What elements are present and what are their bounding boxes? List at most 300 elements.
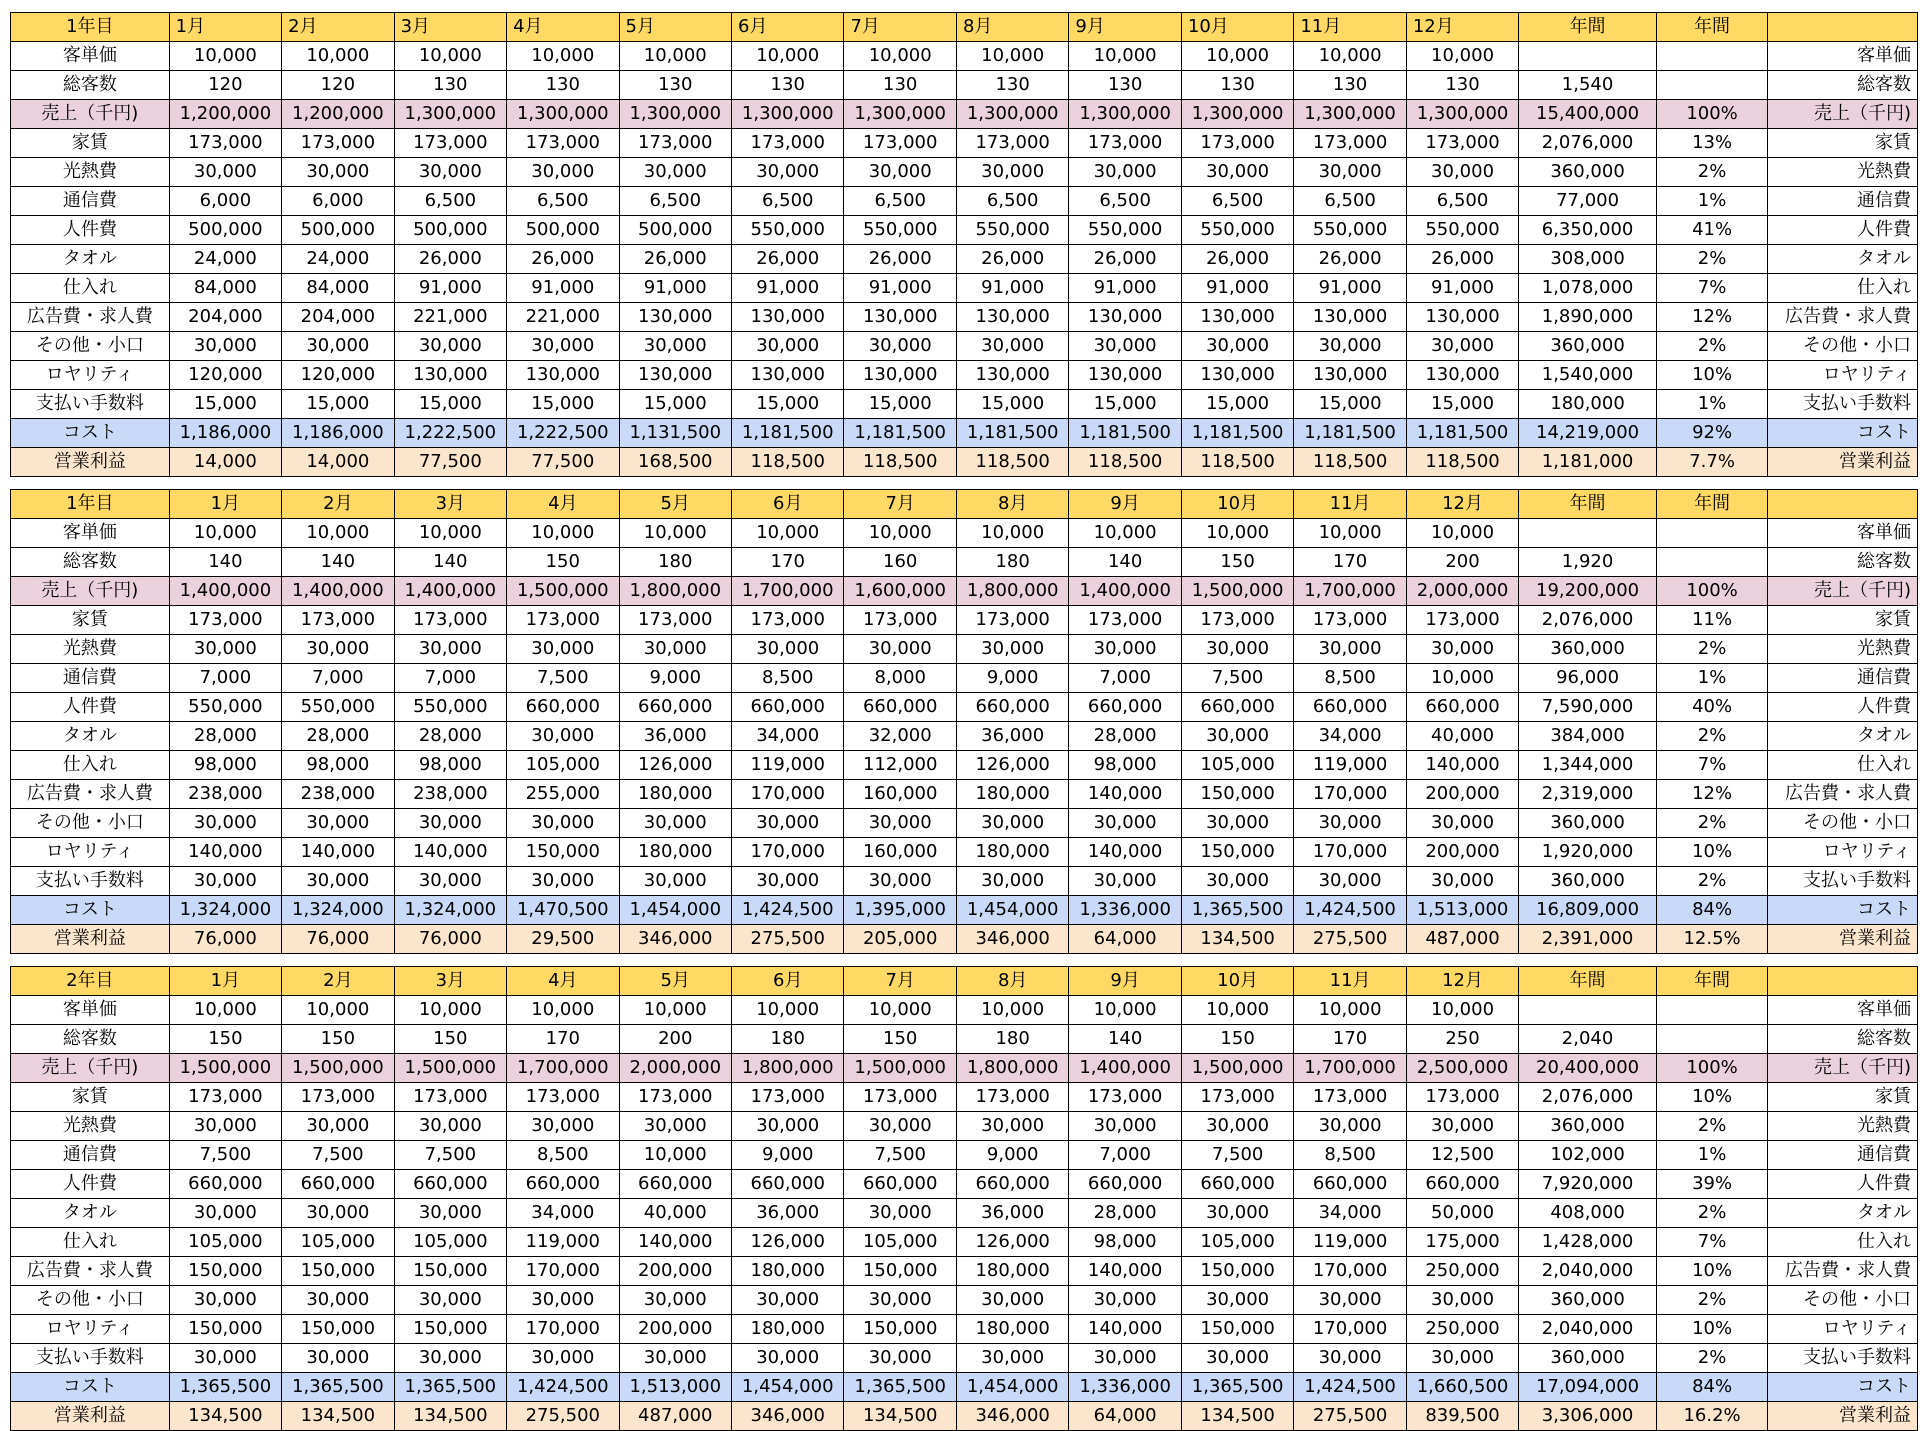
ratio-value-cell[interactable]: 2% [1656,722,1767,751]
month-header-cell[interactable]: 11月 [1294,490,1406,519]
month-value-cell[interactable]: 30,000 [282,332,394,361]
row-tail-label-cell[interactable]: タオル [1768,722,1918,751]
row-tail-label-cell[interactable]: コスト [1768,419,1918,448]
month-value-cell[interactable]: 1,365,500 [844,1373,956,1402]
month-value-cell[interactable]: 150,000 [169,1257,281,1286]
month-value-cell[interactable]: 30,000 [956,809,1068,838]
month-value-cell[interactable]: 660,000 [1406,693,1518,722]
ratio-value-cell[interactable]: 1% [1656,1141,1767,1170]
month-header-cell[interactable]: 6月 [732,13,844,42]
ratio-value-cell[interactable]: 10% [1656,1315,1767,1344]
month-value-cell[interactable]: 30,000 [732,1344,844,1373]
month-value-cell[interactable]: 1,324,000 [282,896,394,925]
month-value-cell[interactable]: 15,000 [1406,390,1518,419]
month-value-cell[interactable]: 26,000 [1294,245,1406,274]
month-value-cell[interactable]: 150 [1181,548,1293,577]
row-label-cell[interactable]: 総客数 [11,548,170,577]
month-value-cell[interactable]: 150 [844,1025,956,1054]
month-value-cell[interactable]: 15,000 [844,390,956,419]
month-value-cell[interactable]: 30,000 [282,1112,394,1141]
month-value-cell[interactable]: 30,000 [1406,332,1518,361]
month-value-cell[interactable]: 1,200,000 [282,100,394,129]
month-value-cell[interactable]: 15,000 [282,390,394,419]
ratio-value-cell[interactable]: 12.5% [1656,925,1767,954]
month-value-cell[interactable]: 1,222,500 [394,419,506,448]
month-value-cell[interactable]: 98,000 [169,751,281,780]
month-value-cell[interactable]: 105,000 [1181,751,1293,780]
month-value-cell[interactable]: 30,000 [169,1286,281,1315]
month-value-cell[interactable]: 180,000 [956,1315,1068,1344]
month-value-cell[interactable]: 1,700,000 [1294,577,1406,606]
month-value-cell[interactable]: 1,181,500 [1069,419,1181,448]
month-value-cell[interactable]: 30,000 [394,158,506,187]
annual-value-cell[interactable] [1519,42,1657,71]
month-value-cell[interactable]: 1,300,000 [956,100,1068,129]
month-value-cell[interactable]: 30,000 [507,1286,619,1315]
month-value-cell[interactable]: 6,500 [619,187,731,216]
month-value-cell[interactable]: 660,000 [619,693,731,722]
ratio-value-cell[interactable]: 2% [1656,809,1767,838]
month-value-cell[interactable]: 10,000 [394,519,506,548]
row-label-cell[interactable]: 支払い手数料 [11,867,170,896]
month-value-cell[interactable]: 6,500 [507,187,619,216]
month-value-cell[interactable]: 1,470,500 [507,896,619,925]
month-value-cell[interactable]: 10,000 [1406,664,1518,693]
month-value-cell[interactable]: 98,000 [1069,1228,1181,1257]
row-label-cell[interactable]: 仕入れ [11,751,170,780]
month-header-cell[interactable]: 7月 [844,967,956,996]
month-value-cell[interactable]: 30,000 [1294,809,1406,838]
month-value-cell[interactable]: 173,000 [1181,606,1293,635]
month-value-cell[interactable]: 1,186,000 [169,419,281,448]
month-value-cell[interactable]: 1,222,500 [507,419,619,448]
month-value-cell[interactable]: 168,500 [619,448,731,477]
row-tail-label-cell[interactable]: ロヤリティ [1768,838,1918,867]
month-value-cell[interactable]: 30,000 [732,158,844,187]
month-value-cell[interactable]: 1,300,000 [1294,100,1406,129]
ratio-value-cell[interactable]: 84% [1656,1373,1767,1402]
month-value-cell[interactable]: 30,000 [1294,635,1406,664]
month-value-cell[interactable]: 200 [1406,548,1518,577]
month-value-cell[interactable]: 105,000 [169,1228,281,1257]
month-value-cell[interactable]: 173,000 [619,1083,731,1112]
month-value-cell[interactable]: 500,000 [169,216,281,245]
month-value-cell[interactable]: 150 [169,1025,281,1054]
month-value-cell[interactable]: 1,800,000 [619,577,731,606]
month-value-cell[interactable]: 76,000 [169,925,281,954]
month-value-cell[interactable]: 76,000 [394,925,506,954]
month-value-cell[interactable]: 1,424,500 [507,1373,619,1402]
month-value-cell[interactable]: 150,000 [169,1315,281,1344]
month-value-cell[interactable]: 200,000 [619,1257,731,1286]
month-value-cell[interactable]: 1,300,000 [1406,100,1518,129]
month-value-cell[interactable]: 173,000 [507,129,619,158]
month-value-cell[interactable]: 10,000 [1069,996,1181,1025]
year-label-cell[interactable]: 2年目 [11,967,170,996]
month-value-cell[interactable]: 7,500 [169,1141,281,1170]
month-value-cell[interactable]: 30,000 [282,1286,394,1315]
month-value-cell[interactable]: 150,000 [1181,1257,1293,1286]
month-value-cell[interactable]: 180,000 [956,1257,1068,1286]
month-value-cell[interactable]: 660,000 [956,693,1068,722]
row-label-cell[interactable]: ロヤリティ [11,361,170,390]
ratio-value-cell[interactable]: 13% [1656,129,1767,158]
month-value-cell[interactable]: 173,000 [1406,129,1518,158]
month-value-cell[interactable]: 173,000 [1181,129,1293,158]
month-value-cell[interactable]: 30,000 [1294,867,1406,896]
month-value-cell[interactable]: 346,000 [619,925,731,954]
month-value-cell[interactable]: 30,000 [619,1344,731,1373]
month-value-cell[interactable]: 660,000 [1181,1170,1293,1199]
ratio-value-cell[interactable]: 2% [1656,158,1767,187]
row-tail-label-cell[interactable]: 客単価 [1768,996,1918,1025]
ratio-header-cell[interactable]: 年間 [1656,490,1767,519]
month-header-cell[interactable]: 8月 [956,490,1068,519]
month-value-cell[interactable]: 180,000 [956,838,1068,867]
month-value-cell[interactable]: 30,000 [844,1199,956,1228]
month-value-cell[interactable]: 1,365,500 [282,1373,394,1402]
annual-value-cell[interactable]: 1,540 [1519,71,1657,100]
month-value-cell[interactable]: 30,000 [507,867,619,896]
month-header-cell[interactable]: 1月 [169,13,281,42]
row-label-cell[interactable]: 広告費・求人費 [11,780,170,809]
month-value-cell[interactable]: 91,000 [732,274,844,303]
month-value-cell[interactable]: 1,336,000 [1069,896,1181,925]
month-value-cell[interactable]: 1,324,000 [394,896,506,925]
month-value-cell[interactable]: 7,000 [1069,664,1181,693]
month-value-cell[interactable]: 30,000 [394,1344,506,1373]
month-value-cell[interactable]: 10,000 [844,42,956,71]
annual-value-cell[interactable]: 3,306,000 [1519,1402,1657,1431]
annual-header-cell[interactable]: 年間 [1519,490,1657,519]
month-value-cell[interactable]: 839,500 [1406,1402,1518,1431]
month-value-cell[interactable]: 1,300,000 [844,100,956,129]
month-value-cell[interactable]: 550,000 [394,693,506,722]
month-value-cell[interactable]: 10,000 [732,42,844,71]
month-value-cell[interactable]: 7,500 [507,664,619,693]
month-value-cell[interactable]: 7,000 [282,664,394,693]
annual-value-cell[interactable]: 16,809,000 [1519,896,1657,925]
month-value-cell[interactable]: 119,000 [1294,751,1406,780]
annual-value-cell[interactable]: 1,344,000 [1519,751,1657,780]
month-value-cell[interactable]: 1,365,500 [1181,896,1293,925]
month-header-cell[interactable]: 8月 [956,13,1068,42]
month-value-cell[interactable]: 1,500,000 [844,1054,956,1083]
row-tail-label-cell[interactable]: 総客数 [1768,71,1918,100]
annual-value-cell[interactable]: 102,000 [1519,1141,1657,1170]
month-value-cell[interactable]: 28,000 [1069,722,1181,751]
month-value-cell[interactable]: 30,000 [1294,1112,1406,1141]
month-value-cell[interactable]: 173,000 [1294,1083,1406,1112]
month-value-cell[interactable]: 170,000 [507,1315,619,1344]
month-value-cell[interactable]: 15,000 [732,390,844,419]
month-value-cell[interactable]: 15,000 [1294,390,1406,419]
month-value-cell[interactable]: 173,000 [1294,606,1406,635]
month-value-cell[interactable]: 1,400,000 [394,577,506,606]
month-value-cell[interactable]: 2,500,000 [1406,1054,1518,1083]
ratio-value-cell[interactable]: 10% [1656,1083,1767,1112]
month-value-cell[interactable]: 8,500 [507,1141,619,1170]
month-value-cell[interactable]: 130 [619,71,731,100]
month-value-cell[interactable]: 10,000 [1294,42,1406,71]
ratio-value-cell[interactable]: 2% [1656,1344,1767,1373]
month-value-cell[interactable]: 130,000 [1406,303,1518,332]
month-value-cell[interactable]: 30,000 [732,809,844,838]
month-value-cell[interactable]: 205,000 [844,925,956,954]
month-value-cell[interactable]: 130 [732,71,844,100]
month-value-cell[interactable]: 173,000 [282,1083,394,1112]
month-value-cell[interactable]: 170 [1294,1025,1406,1054]
month-value-cell[interactable]: 30,000 [1406,1112,1518,1141]
row-tail-label-cell[interactable]: 通信費 [1768,187,1918,216]
month-value-cell[interactable]: 140 [1069,548,1181,577]
month-value-cell[interactable]: 12,500 [1406,1141,1518,1170]
month-value-cell[interactable]: 30,000 [507,1344,619,1373]
ratio-header-cell[interactable]: 年間 [1656,967,1767,996]
month-value-cell[interactable]: 1,300,000 [732,100,844,129]
row-tail-label-cell[interactable]: その他・小口 [1768,332,1918,361]
month-value-cell[interactable]: 8,500 [1294,664,1406,693]
month-value-cell[interactable]: 173,000 [1181,1083,1293,1112]
month-value-cell[interactable]: 660,000 [169,1170,281,1199]
month-value-cell[interactable]: 173,000 [1294,129,1406,158]
month-value-cell[interactable]: 134,500 [282,1402,394,1431]
month-value-cell[interactable]: 30,000 [1181,332,1293,361]
row-tail-label-cell[interactable]: コスト [1768,1373,1918,1402]
month-value-cell[interactable]: 26,000 [394,245,506,274]
month-value-cell[interactable]: 173,000 [1069,606,1181,635]
month-value-cell[interactable]: 30,000 [394,809,506,838]
month-value-cell[interactable]: 130,000 [1069,303,1181,332]
month-value-cell[interactable]: 6,500 [394,187,506,216]
month-value-cell[interactable]: 30,000 [169,1199,281,1228]
month-value-cell[interactable]: 173,000 [169,129,281,158]
month-value-cell[interactable]: 30,000 [844,158,956,187]
month-value-cell[interactable]: 180,000 [732,1257,844,1286]
month-value-cell[interactable]: 28,000 [282,722,394,751]
month-value-cell[interactable]: 500,000 [507,216,619,245]
month-value-cell[interactable]: 1,454,000 [732,1373,844,1402]
month-value-cell[interactable]: 64,000 [1069,1402,1181,1431]
month-value-cell[interactable]: 140,000 [1069,1257,1181,1286]
month-value-cell[interactable]: 8,500 [1294,1141,1406,1170]
month-value-cell[interactable]: 30,000 [282,867,394,896]
row-label-cell[interactable]: 支払い手数料 [11,390,170,419]
month-value-cell[interactable]: 91,000 [1406,274,1518,303]
month-value-cell[interactable]: 1,400,000 [282,577,394,606]
month-value-cell[interactable]: 6,500 [844,187,956,216]
row-label-cell[interactable]: 家賃 [11,129,170,158]
month-value-cell[interactable]: 30,000 [619,635,731,664]
month-value-cell[interactable]: 1,336,000 [1069,1373,1181,1402]
month-header-cell[interactable]: 5月 [619,13,731,42]
month-value-cell[interactable]: 10,000 [394,996,506,1025]
month-header-cell[interactable]: 3月 [394,13,506,42]
month-value-cell[interactable]: 91,000 [844,274,956,303]
row-label-cell[interactable]: 営業利益 [11,1402,170,1431]
month-value-cell[interactable]: 30,000 [1069,158,1181,187]
month-value-cell[interactable]: 1,800,000 [956,1054,1068,1083]
month-value-cell[interactable]: 170 [1294,548,1406,577]
row-label-cell[interactable]: その他・小口 [11,332,170,361]
month-value-cell[interactable]: 30,000 [169,867,281,896]
month-value-cell[interactable]: 173,000 [844,606,956,635]
month-value-cell[interactable]: 173,000 [732,606,844,635]
row-label-cell[interactable]: 営業利益 [11,925,170,954]
month-value-cell[interactable]: 140,000 [1069,780,1181,809]
ratio-value-cell[interactable] [1656,519,1767,548]
ratio-value-cell[interactable]: 100% [1656,1054,1767,1083]
month-value-cell[interactable]: 30,000 [956,158,1068,187]
row-label-cell[interactable]: 人件費 [11,1170,170,1199]
month-value-cell[interactable]: 180,000 [619,838,731,867]
row-label-cell[interactable]: 客単価 [11,519,170,548]
month-value-cell[interactable]: 30,000 [844,1286,956,1315]
row-label-cell[interactable]: 客単価 [11,42,170,71]
row-label-cell[interactable]: 通信費 [11,187,170,216]
month-value-cell[interactable]: 30,000 [1069,1286,1181,1315]
month-value-cell[interactable]: 105,000 [282,1228,394,1257]
month-value-cell[interactable]: 660,000 [732,1170,844,1199]
month-value-cell[interactable]: 550,000 [1294,216,1406,245]
month-value-cell[interactable]: 500,000 [282,216,394,245]
month-value-cell[interactable]: 30,000 [282,635,394,664]
month-value-cell[interactable]: 238,000 [394,780,506,809]
month-value-cell[interactable]: 30,000 [732,1112,844,1141]
month-value-cell[interactable]: 150,000 [394,1315,506,1344]
month-value-cell[interactable]: 30,000 [394,1112,506,1141]
month-value-cell[interactable]: 30,000 [1406,1344,1518,1373]
month-value-cell[interactable]: 170,000 [1294,838,1406,867]
row-tail-label-cell[interactable]: 家賃 [1768,1083,1918,1112]
ratio-value-cell[interactable]: 84% [1656,896,1767,925]
month-value-cell[interactable]: 660,000 [1069,693,1181,722]
month-value-cell[interactable]: 1,400,000 [1069,1054,1181,1083]
annual-header-cell[interactable]: 年間 [1519,13,1657,42]
month-value-cell[interactable]: 180 [956,548,1068,577]
annual-value-cell[interactable]: 20,400,000 [1519,1054,1657,1083]
month-value-cell[interactable]: 10,000 [732,996,844,1025]
month-value-cell[interactable]: 30,000 [844,1112,956,1141]
month-value-cell[interactable]: 173,000 [732,129,844,158]
month-value-cell[interactable]: 30,000 [1406,158,1518,187]
month-value-cell[interactable]: 130,000 [1294,303,1406,332]
month-value-cell[interactable]: 118,500 [956,448,1068,477]
month-value-cell[interactable]: 275,500 [1294,1402,1406,1431]
row-tail-label-cell[interactable]: 支払い手数料 [1768,867,1918,896]
annual-value-cell[interactable]: 2,040,000 [1519,1257,1657,1286]
month-value-cell[interactable]: 1,200,000 [169,100,281,129]
ratio-value-cell[interactable] [1656,1025,1767,1054]
month-value-cell[interactable]: 10,000 [956,42,1068,71]
month-value-cell[interactable]: 173,000 [844,1083,956,1112]
month-value-cell[interactable]: 180,000 [956,780,1068,809]
month-value-cell[interactable]: 134,500 [169,1402,281,1431]
month-value-cell[interactable]: 9,000 [956,1141,1068,1170]
month-value-cell[interactable]: 40,000 [1406,722,1518,751]
month-value-cell[interactable]: 8,500 [732,664,844,693]
year-label-cell[interactable]: 1年目 [11,490,170,519]
month-value-cell[interactable]: 30,000 [844,867,956,896]
month-value-cell[interactable]: 140,000 [394,838,506,867]
month-value-cell[interactable]: 30,000 [394,867,506,896]
annual-value-cell[interactable]: 360,000 [1519,635,1657,664]
annual-value-cell[interactable]: 2,319,000 [1519,780,1657,809]
month-value-cell[interactable]: 2,000,000 [619,1054,731,1083]
month-value-cell[interactable]: 10,000 [507,519,619,548]
month-value-cell[interactable]: 30,000 [732,635,844,664]
month-value-cell[interactable]: 140 [1069,1025,1181,1054]
month-header-cell[interactable]: 11月 [1294,13,1406,42]
month-value-cell[interactable]: 173,000 [619,606,731,635]
month-value-cell[interactable]: 6,500 [1294,187,1406,216]
row-tail-label-cell[interactable]: 営業利益 [1768,925,1918,954]
month-value-cell[interactable]: 550,000 [282,693,394,722]
month-value-cell[interactable]: 30,000 [732,332,844,361]
annual-value-cell[interactable]: 14,219,000 [1519,419,1657,448]
ratio-value-cell[interactable]: 2% [1656,245,1767,274]
month-value-cell[interactable]: 8,000 [844,664,956,693]
month-value-cell[interactable]: 1,424,500 [1294,896,1406,925]
month-value-cell[interactable]: 15,000 [619,390,731,419]
month-value-cell[interactable]: 130 [1406,71,1518,100]
month-value-cell[interactable]: 173,000 [169,1083,281,1112]
month-value-cell[interactable]: 26,000 [507,245,619,274]
month-value-cell[interactable]: 30,000 [169,158,281,187]
month-value-cell[interactable]: 120,000 [169,361,281,390]
ratio-value-cell[interactable]: 92% [1656,419,1767,448]
row-label-cell[interactable]: 家賃 [11,606,170,635]
annual-value-cell[interactable]: 1,540,000 [1519,361,1657,390]
month-value-cell[interactable]: 118,500 [844,448,956,477]
month-value-cell[interactable]: 15,000 [507,390,619,419]
month-value-cell[interactable]: 30,000 [1294,158,1406,187]
month-value-cell[interactable]: 140 [169,548,281,577]
row-tail-label-cell[interactable]: ロヤリティ [1768,361,1918,390]
month-value-cell[interactable]: 26,000 [1181,245,1293,274]
month-value-cell[interactable]: 7,500 [1181,1141,1293,1170]
annual-value-cell[interactable] [1519,519,1657,548]
month-value-cell[interactable]: 1,365,500 [1181,1373,1293,1402]
month-value-cell[interactable]: 140 [282,548,394,577]
month-value-cell[interactable]: 1,365,500 [169,1373,281,1402]
month-value-cell[interactable]: 119,000 [732,751,844,780]
annual-value-cell[interactable]: 408,000 [1519,1199,1657,1228]
month-value-cell[interactable]: 150,000 [282,1257,394,1286]
month-header-cell[interactable]: 2月 [282,490,394,519]
month-value-cell[interactable]: 30,000 [394,332,506,361]
month-value-cell[interactable]: 30,000 [732,867,844,896]
month-value-cell[interactable]: 118,500 [1294,448,1406,477]
row-label-cell[interactable]: 営業利益 [11,448,170,477]
month-value-cell[interactable]: 130,000 [1294,361,1406,390]
month-value-cell[interactable]: 76,000 [282,925,394,954]
month-header-cell[interactable]: 10月 [1181,967,1293,996]
month-value-cell[interactable]: 500,000 [619,216,731,245]
month-value-cell[interactable]: 275,500 [732,925,844,954]
month-value-cell[interactable]: 30,000 [732,1286,844,1315]
month-header-cell[interactable]: 6月 [732,967,844,996]
ratio-value-cell[interactable]: 7% [1656,751,1767,780]
month-value-cell[interactable]: 30,000 [1406,809,1518,838]
month-value-cell[interactable]: 255,000 [507,780,619,809]
month-value-cell[interactable]: 10,000 [169,519,281,548]
month-value-cell[interactable]: 130,000 [844,361,956,390]
ratio-value-cell[interactable]: 100% [1656,577,1767,606]
ratio-value-cell[interactable]: 10% [1656,838,1767,867]
month-value-cell[interactable]: 1,500,000 [1181,1054,1293,1083]
month-header-cell[interactable]: 9月 [1069,490,1181,519]
